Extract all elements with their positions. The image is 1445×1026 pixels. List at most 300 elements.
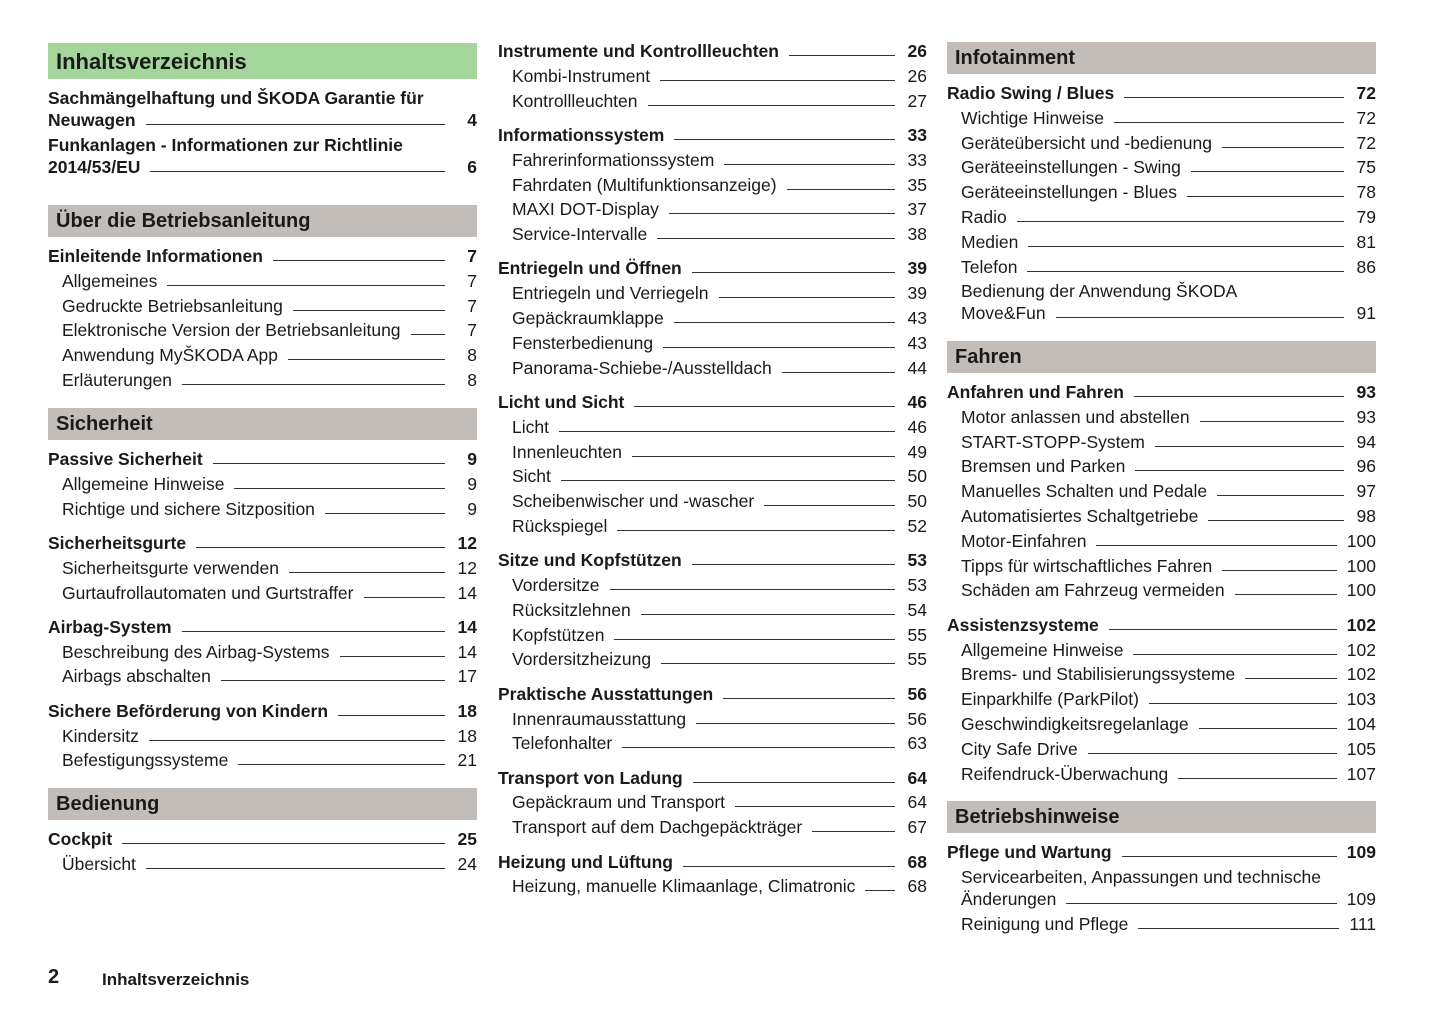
toc-entry[interactable] [48, 369, 477, 391]
toc-page-number: 81 [1356, 231, 1376, 252]
toc-entry[interactable] [48, 725, 477, 747]
toc-entry[interactable] [498, 465, 927, 487]
toc-entry[interactable] [48, 853, 477, 875]
leader-line [657, 238, 895, 239]
leader-line [865, 890, 895, 891]
toc-entry[interactable] [947, 181, 1376, 203]
toc-entry[interactable] [947, 555, 1376, 577]
toc-entry[interactable] [947, 579, 1376, 601]
toc-entry-title: Telefon [961, 256, 1018, 277]
toc-page-number: 55 [907, 649, 927, 670]
section-header: Fahren [947, 341, 1376, 373]
toc-entry[interactable] [498, 307, 927, 329]
toc-entry[interactable] [48, 156, 477, 178]
leader-line [1027, 271, 1344, 272]
toc-entry[interactable] [947, 132, 1376, 154]
toc-entry-title: Motor-Einfahren [961, 530, 1087, 551]
leader-line [719, 297, 895, 298]
toc-entry-title: Radio Swing / Blues [947, 83, 1115, 103]
toc-entry-title: Entriegeln und Verriegeln [512, 283, 709, 304]
leader-line [561, 480, 895, 481]
toc-entry[interactable] [48, 473, 477, 495]
toc-entry-title: Allgemeines [62, 270, 158, 291]
toc-entry[interactable] [48, 749, 477, 771]
toc-page-number: 105 [1346, 738, 1376, 759]
leader-line [150, 171, 445, 172]
toc-entry-title: Heizung, manuelle Klimaanlage, Climatronic [512, 876, 856, 897]
toc-page-number: 97 [1356, 481, 1376, 502]
leader-line [289, 572, 445, 573]
toc-entry-title: Move&Fun [961, 303, 1046, 324]
leader-line [1134, 396, 1344, 397]
toc-page-number: 55 [907, 624, 927, 645]
toc-entry[interactable] [498, 648, 927, 670]
toc-entry[interactable] [947, 107, 1376, 129]
toc-page-number: 7 [467, 270, 477, 291]
toc-entry[interactable] [498, 732, 927, 754]
section-header: Inhaltsverzeichnis [48, 43, 477, 79]
toc-entry-title: Brems- und Stabilisierungssysteme [961, 664, 1236, 685]
toc-entry-title: Rückspiegel [512, 515, 608, 536]
toc-entry[interactable] [947, 280, 1376, 302]
leader-line [764, 505, 895, 506]
toc-page-number: 25 [457, 829, 477, 849]
page-footer [48, 966, 250, 989]
toc-entry-title: Airbag-System [48, 616, 172, 637]
toc-entry[interactable] [947, 455, 1376, 477]
toc-page-number: 109 [1346, 888, 1376, 909]
toc-page-number: 38 [907, 224, 927, 245]
leader-line [782, 372, 895, 373]
toc-page-number: 12 [457, 557, 477, 578]
toc-page-number: 68 [907, 876, 927, 897]
toc-page-number: 86 [1356, 256, 1376, 277]
toc-chapter[interactable] [498, 549, 927, 571]
toc-entry-title: Funkanlagen - Informationen zur Richtlinie [48, 134, 403, 155]
toc-entry-title: Kontrollleuchten [512, 90, 638, 111]
toc-entry[interactable] [498, 90, 927, 112]
leader-line [1028, 246, 1344, 247]
toc-entry-title: Transport auf dem Dachgepäckträger [512, 817, 803, 838]
toc-entry-title: Cockpit [48, 829, 113, 849]
toc-entry[interactable] [498, 149, 927, 171]
leader-line [122, 843, 445, 844]
toc-entry[interactable] [48, 134, 477, 156]
toc-entry-title: Servicearbeiten, Anpassungen und technische [961, 866, 1321, 887]
toc-entry-title: Scheibenwischer und -wascher [512, 491, 755, 512]
toc-page-number: 39 [907, 283, 927, 304]
toc-entry[interactable] [947, 663, 1376, 685]
toc-chapter[interactable] [48, 700, 477, 722]
toc-entry-title: Informationssystem [498, 124, 665, 145]
leader-line [789, 55, 895, 56]
toc-entry[interactable] [947, 480, 1376, 502]
toc-entry-title: Allgemeine Hinweise [961, 639, 1124, 660]
leader-line [787, 189, 895, 190]
toc-entry[interactable] [48, 641, 477, 663]
leader-line [622, 747, 895, 748]
toc-page-number: 100 [1346, 555, 1376, 576]
toc-chapter[interactable] [498, 124, 927, 146]
toc-entry[interactable] [947, 713, 1376, 735]
toc-entry[interactable] [48, 582, 477, 604]
toc-entry[interactable] [498, 198, 927, 220]
toc-entry[interactable] [498, 441, 927, 463]
leader-line [1133, 654, 1336, 655]
toc-entry-title: Panorama-Schiebe-/Ausstelldach [512, 357, 772, 378]
toc-chapter[interactable] [48, 532, 477, 554]
toc-entry-title: Geschwindigkeitsregelanlage [961, 713, 1189, 734]
toc-entry[interactable] [48, 109, 477, 131]
toc-entry-title: Wichtige Hinweise [961, 107, 1104, 128]
toc-entry[interactable] [498, 515, 927, 537]
leader-line [293, 310, 445, 311]
leader-line [1017, 221, 1344, 222]
toc-entry[interactable] [947, 738, 1376, 760]
toc-page-number: 9 [467, 473, 477, 494]
leader-line [661, 663, 895, 664]
toc-page-number: 103 [1346, 689, 1376, 710]
toc-page-number: 26 [907, 65, 927, 86]
toc-entry-title: Fahrerinformationssystem [512, 149, 715, 170]
toc-entry[interactable] [947, 913, 1376, 935]
leader-line [1217, 495, 1344, 496]
toc-page-number: 109 [1346, 842, 1376, 862]
leader-line [724, 164, 895, 165]
toc-page-number: 46 [907, 416, 927, 437]
toc-entry-title: Licht und Sicht [498, 391, 625, 412]
toc-page-number: 107 [1346, 763, 1376, 784]
toc-chapter[interactable] [48, 448, 477, 470]
toc-entry-title: Gepäckraumklappe [512, 308, 664, 328]
toc-entry[interactable] [947, 763, 1376, 785]
toc-page-number: 72 [1356, 83, 1376, 103]
toc-page-number: 8 [467, 370, 477, 390]
toc-page-number: 7 [467, 246, 477, 266]
section-header: Bedienung [48, 788, 477, 820]
toc-page-number: 26 [907, 41, 927, 61]
toc-page-number: 24 [457, 853, 477, 874]
toc-chapter[interactable] [947, 614, 1376, 636]
toc-entry[interactable] [498, 816, 927, 838]
toc-entry[interactable] [947, 866, 1376, 888]
toc-entry[interactable] [48, 319, 477, 341]
toc-entry[interactable] [947, 256, 1376, 278]
leader-line [234, 488, 445, 489]
toc-page-number: 93 [1356, 406, 1376, 427]
toc-chapter[interactable] [498, 391, 927, 413]
toc-page-number: 53 [907, 550, 927, 571]
toc-page-number: 14 [457, 582, 477, 603]
toc-entry-title: Geräteeinstellungen - Blues [961, 182, 1177, 203]
toc-page-number: 64 [907, 792, 927, 813]
leader-line [1222, 147, 1344, 148]
toc-page-number: 18 [457, 700, 477, 721]
leader-line [221, 680, 445, 681]
toc-entry-title: Sitze und Kopfstützen [498, 550, 682, 571]
leader-line [614, 639, 895, 640]
leader-line [559, 431, 895, 432]
toc-page-number: 37 [907, 199, 927, 220]
toc-entry-title: Sicherheitsgurte verwenden [62, 557, 279, 578]
toc-entry-title: City Safe Drive [961, 738, 1078, 759]
leader-line [288, 359, 445, 360]
toc-entry-title: Sicherheitsgurte [48, 532, 187, 553]
leader-line [213, 463, 445, 464]
leader-line [1149, 703, 1337, 704]
toc-entry-title: Vordersitze [512, 575, 600, 595]
toc-entry[interactable] [498, 223, 927, 245]
toc-entry-title: Transport von Ladung [498, 767, 683, 788]
toc-page-number: 100 [1346, 580, 1376, 601]
toc-entry[interactable] [947, 231, 1376, 253]
toc-entry[interactable] [947, 688, 1376, 710]
leader-line [340, 656, 446, 657]
toc-page-number: 91 [1356, 303, 1376, 324]
toc-entry[interactable] [498, 875, 927, 897]
toc-page-number: 17 [457, 666, 477, 687]
toc-entry[interactable] [48, 87, 477, 109]
toc-entry-title: Manuelles Schalten und Pedale [961, 481, 1208, 502]
leader-line [674, 139, 895, 140]
toc-entry-title: Einleitende Informationen [48, 246, 263, 266]
leader-line [696, 723, 895, 724]
toc-page-number: 18 [457, 725, 477, 746]
toc-entry[interactable] [498, 624, 927, 646]
toc-entry[interactable] [947, 505, 1376, 527]
toc-chapter[interactable] [947, 82, 1376, 104]
toc-entry-title: START-STOPP-System [961, 431, 1145, 452]
toc-entry-title: Gedruckte Betriebsanleitung [62, 295, 283, 316]
toc-entry-title: Geräteeinstellungen - Swing [961, 157, 1181, 178]
leader-line [735, 806, 895, 807]
toc-entry[interactable] [498, 490, 927, 512]
leader-line [1208, 520, 1344, 521]
toc-page-number: 14 [457, 616, 477, 637]
leader-line [632, 456, 895, 457]
toc-chapter[interactable] [947, 841, 1376, 863]
leader-line [1187, 196, 1344, 197]
leader-line [1088, 753, 1337, 754]
toc-page-number: 102 [1346, 614, 1376, 635]
toc-entry-title: Automatisiertes Schaltgetriebe [961, 506, 1199, 526]
toc-page-number: 72 [1356, 132, 1376, 153]
toc-entry-title: Sicht [512, 466, 551, 487]
leader-line [149, 740, 445, 741]
toc-entry-title: Praktische Ausstattungen [498, 683, 714, 704]
toc-page-number: 9 [467, 449, 477, 469]
toc-page-number: 4 [467, 110, 477, 130]
toc-entry-title: Allgemeine Hinweise [62, 473, 225, 494]
toc-entry[interactable] [947, 302, 1376, 324]
toc-chapter[interactable] [48, 245, 477, 267]
toc-page-number: 49 [907, 441, 927, 462]
toc-entry-title: Service-Intervalle [512, 224, 648, 245]
toc-chapter[interactable] [498, 683, 927, 705]
leader-line [634, 406, 895, 407]
toc-entry-title: Radio [961, 207, 1007, 227]
toc-page-number: 9 [467, 498, 477, 519]
toc-page-number: 50 [907, 466, 927, 487]
toc-entry[interactable] [498, 791, 927, 813]
toc-page-number: 14 [457, 641, 477, 662]
leader-line [1109, 629, 1337, 630]
toc-entry[interactable] [947, 639, 1376, 661]
toc-page-number: 46 [907, 391, 927, 412]
toc-entry[interactable] [947, 156, 1376, 178]
toc-chapter[interactable] [48, 828, 477, 850]
toc-page-number: 75 [1356, 157, 1376, 178]
toc-entry-title: Fensterbedienung [512, 332, 654, 353]
toc-entry[interactable] [947, 206, 1376, 228]
leader-line [146, 868, 445, 869]
leader-line [669, 213, 895, 214]
toc-entry[interactable] [498, 65, 927, 87]
section-header: Sicherheit [48, 408, 477, 440]
toc-entry[interactable] [48, 270, 477, 292]
toc-page-number: 53 [907, 575, 927, 595]
toc-entry[interactable] [48, 665, 477, 687]
toc-entry-title: Airbags abschalten [62, 666, 211, 687]
toc-entry[interactable] [498, 599, 927, 621]
toc-entry[interactable] [48, 557, 477, 579]
toc-page-number: 43 [907, 308, 927, 328]
leader-line [693, 782, 895, 783]
toc-page-number: 96 [1356, 456, 1376, 477]
section-header: Über die Betriebsanleitung [48, 205, 477, 237]
leader-line [1199, 728, 1337, 729]
leader-line [273, 260, 445, 261]
toc-entry-title: Elektronische Version der Betriebsanleitung [62, 320, 401, 341]
toc-entry-title: Erläuterungen [62, 370, 172, 390]
toc-entry-title: Assistenzsysteme [947, 614, 1099, 635]
toc-page-number: 94 [1356, 431, 1376, 452]
toc-page-number: 68 [907, 851, 927, 872]
toc-entry-title: Reinigung und Pflege [961, 913, 1129, 934]
toc-entry[interactable] [498, 357, 927, 379]
toc-entry-title: Telefonhalter [512, 733, 613, 754]
toc-entry-title: Schäden am Fahrzeug vermeiden [961, 580, 1225, 601]
leader-line [648, 105, 896, 106]
toc-entry-title: Innenraumausstattung [512, 708, 687, 729]
toc-page-number: 100 [1346, 530, 1376, 551]
toc-entry-title: Instrumente und Kontrollleuchten [498, 41, 779, 61]
toc-entry-title: Geräteübersicht und -bedienung [961, 132, 1213, 153]
leader-line [617, 530, 895, 531]
toc-entry-title: Gurtaufrollautomaten und Gurtstraffer [62, 582, 354, 603]
toc-entry-title: Gepäckraum und Transport [512, 792, 726, 813]
toc-entry[interactable] [947, 406, 1376, 428]
leader-line [674, 322, 895, 323]
toc-entry[interactable] [48, 344, 477, 366]
toc-page-number: 98 [1356, 506, 1376, 526]
leader-line [641, 614, 895, 615]
toc-entry-title: Bedienung der Anwendung ŠKODA [961, 281, 1238, 302]
leader-line [325, 513, 445, 514]
toc-entry-title: Kopfstützen [512, 624, 605, 645]
toc-chapter[interactable] [498, 257, 927, 279]
toc-entry-title: Anwendung MyŠKODA App [62, 345, 278, 366]
toc-entry-title: Pflege und Wartung [947, 842, 1112, 862]
toc-entry[interactable] [48, 295, 477, 317]
toc-entry-title: Sachmängelhaftung und ŠKODA Garantie für [48, 88, 424, 108]
toc-entry[interactable] [947, 530, 1376, 552]
leader-line [1056, 317, 1344, 318]
toc-page-number: 54 [907, 599, 927, 620]
leader-line [1096, 545, 1336, 546]
toc-entry-title: Vordersitzheizung [512, 649, 652, 670]
toc-entry[interactable] [498, 416, 927, 438]
toc-entry[interactable] [498, 332, 927, 354]
toc-page-number: 7 [467, 295, 477, 316]
toc-page-number: 33 [907, 149, 927, 170]
leader-line [182, 631, 445, 632]
leader-line [692, 272, 895, 273]
toc-entry-title: Befestigungssysteme [62, 750, 229, 771]
toc-page-number: 104 [1346, 713, 1376, 734]
toc-entry[interactable] [498, 708, 927, 730]
toc-entry[interactable] [498, 282, 927, 304]
toc-entry[interactable] [947, 431, 1376, 453]
toc-entry-title: Medien [961, 231, 1019, 252]
toc-page-number: 44 [907, 357, 927, 378]
section-header: Betriebshinweise [947, 801, 1376, 833]
leader-line [411, 334, 445, 335]
toc-entry[interactable] [498, 174, 927, 196]
toc-page-number: 56 [907, 683, 927, 704]
toc-entry-title: Fahrdaten (Multifunktionsanzeige) [512, 174, 777, 195]
toc-page-number: 7 [467, 320, 477, 341]
toc-entry-title: Tipps für wirtschaftliches Fahren [961, 555, 1213, 576]
leader-line [723, 698, 895, 699]
toc-entry-title: Bremsen und Parken [961, 456, 1126, 477]
toc-entry-title: Anfahren und Fahren [947, 382, 1124, 402]
leader-line [683, 866, 895, 867]
toc-chapter[interactable] [48, 616, 477, 638]
toc-page-number: 27 [907, 90, 927, 111]
toc-chapter[interactable] [498, 767, 927, 789]
toc-entry-title: Kombi-Instrument [512, 65, 651, 86]
toc-entry-title: Heizung und Lüftung [498, 851, 673, 872]
toc-chapter[interactable] [498, 40, 927, 62]
toc-entry-title: Entriegeln und Öffnen [498, 258, 682, 279]
leader-line [1191, 171, 1344, 172]
toc-entry-title: Einparkhilfe (ParkPilot) [961, 689, 1139, 710]
leader-line [663, 347, 895, 348]
leader-line [610, 589, 895, 590]
leader-line [660, 80, 895, 81]
leader-line [1235, 594, 1337, 595]
toc-entry[interactable] [498, 574, 927, 596]
toc-entry[interactable] [947, 888, 1376, 910]
toc-page-number: 39 [907, 258, 927, 279]
toc-entry-title: Innenleuchten [512, 441, 622, 462]
leader-line [1222, 570, 1337, 571]
toc-chapter[interactable] [498, 851, 927, 873]
leader-line [1066, 903, 1336, 904]
leader-line [182, 384, 445, 385]
toc-page-number: 6 [467, 156, 477, 177]
toc-page-number: 56 [907, 708, 927, 729]
toc-entry-title: Motor anlassen und abstellen [961, 406, 1190, 427]
footer-title: Inhaltsverzeichnis [102, 970, 250, 989]
leader-line [692, 564, 895, 565]
toc-chapter[interactable] [947, 381, 1376, 403]
toc-entry[interactable] [48, 498, 477, 520]
leader-line [1155, 446, 1344, 447]
leader-line [1114, 122, 1344, 123]
leader-line [1122, 856, 1337, 857]
